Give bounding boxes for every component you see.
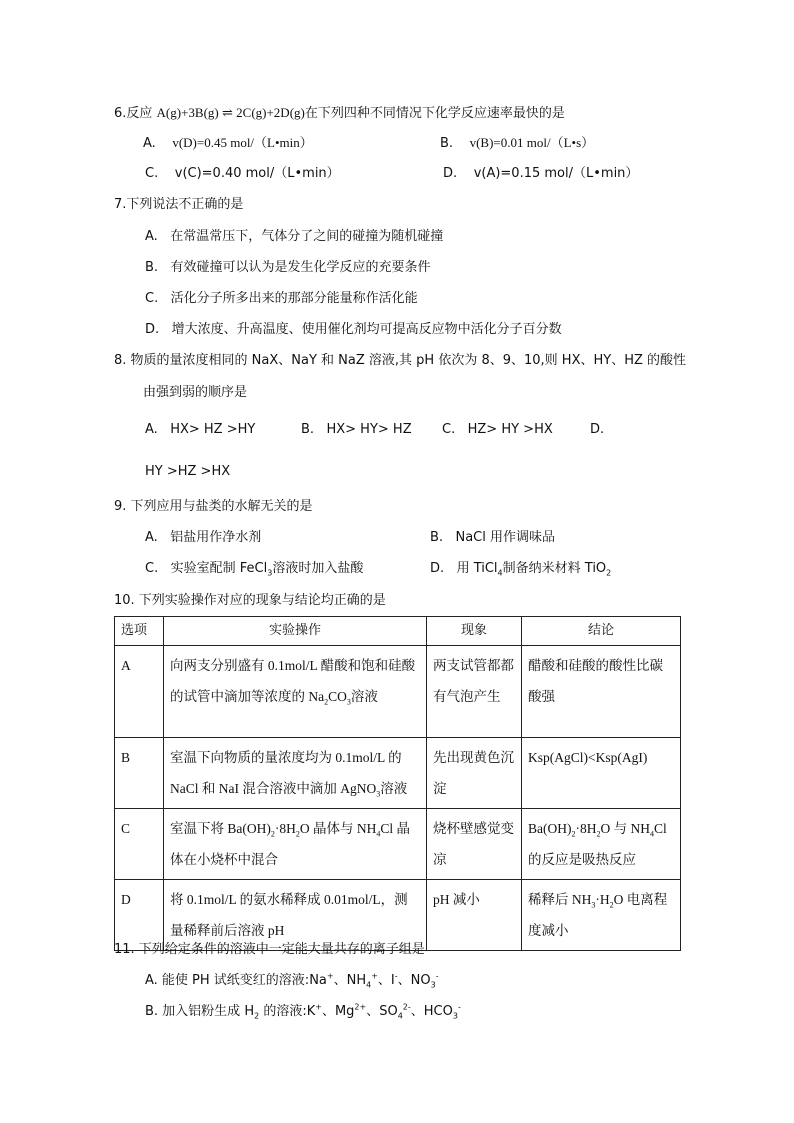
row-conclusion (522, 880, 681, 951)
cell-text: Ba(OH) (528, 821, 572, 836)
option-text: 增大浓度、升高温度、使用催化剂均可提高反应物中活化分子百分数 (171, 322, 562, 337)
subscript: 2 (571, 829, 576, 839)
row-operation (164, 738, 427, 809)
row-option: D (115, 880, 164, 951)
option-text: NaCl 用作调味品 (455, 530, 555, 545)
option-text: v(D)=0.45 mol/（L•min） (172, 135, 313, 150)
subscript: 2 (270, 829, 275, 839)
row-phenomenon: 先出现黄色沉淀 (427, 738, 522, 809)
header-operation: 实验操作 (164, 617, 427, 646)
option-text: 铝盐用作净水剂 (170, 530, 262, 545)
q7-option-a (145, 227, 443, 247)
table-row (115, 646, 681, 738)
subscript: 4 (376, 829, 381, 839)
superscript: 2+ (354, 1002, 367, 1012)
row-conclusion: Ksp(AgCl)<Ksp(AgI) (522, 738, 681, 809)
row-operation (164, 809, 427, 880)
q9-option-a (145, 528, 261, 548)
row-phenomenon: 烧杯壁感觉变凉 (427, 809, 522, 880)
option-label: C. (442, 422, 456, 437)
superscript: - (435, 971, 439, 981)
subscript: 4 (366, 980, 372, 990)
option-text: 、Mg (321, 1004, 355, 1019)
q7-stem: 7.下列说法不正确的是 (114, 197, 244, 212)
option-text: HX> HZ >HY (170, 422, 256, 437)
q10-table (114, 616, 681, 951)
superscript: 2- (402, 1002, 411, 1012)
subscript: 3 (591, 900, 596, 910)
subscript: 3 (376, 789, 381, 799)
option-label: C. (145, 291, 159, 306)
subscript: 3 (267, 568, 273, 578)
option-text: 有效碰撞可以认为是发生化学反应的充要条件 (170, 260, 431, 275)
cell-text: ·H (595, 892, 610, 907)
q6-prefix: 6.反应 (114, 106, 157, 121)
cell-text: Cl 晶体在小烧杯中混合 (170, 821, 411, 867)
option-text: 的溶液:K (259, 1004, 316, 1019)
cell-text: 溶液 (350, 689, 378, 704)
q8-option-d-text: HY >HZ >HX (145, 464, 231, 479)
subscript: 2 (254, 1011, 260, 1021)
superscript: + (371, 971, 378, 981)
q8-option-b (301, 420, 412, 440)
header-conclusion: 结论 (522, 617, 681, 646)
superscript: - (457, 1002, 461, 1012)
q6-option-a (143, 133, 313, 154)
cell-text: ·8H (575, 821, 597, 836)
option-text: 溶液时加入盐酸 (272, 561, 364, 576)
option-text: 制备纳米材料 TiO (502, 561, 607, 576)
subscript: 3 (346, 697, 351, 707)
subscript: 2 (609, 900, 614, 910)
cell-text: 溶液 (380, 781, 408, 796)
cell-text: 稀释后 NH (528, 892, 592, 907)
option-text: 实验室配制 FeCl (170, 561, 268, 576)
q11-option-b (145, 1002, 461, 1022)
option-label: B. (145, 260, 159, 275)
option-text: v(C)=0.40 mol/（L•min） (174, 166, 340, 181)
option-text: A. 能使 PH 试纸变红的溶液:Na (145, 973, 327, 988)
option-label: B. (301, 422, 315, 437)
q7-option-d (145, 320, 562, 340)
table-header-row (115, 617, 681, 646)
q9-stem: 9. 下列应用与盐类的水解无关的是 (114, 499, 313, 514)
subscript: 2 (324, 697, 329, 707)
option-label: D. (145, 322, 160, 337)
option-label: A. (145, 422, 158, 437)
subscript: 3 (452, 1011, 458, 1021)
q9-option-d (430, 559, 611, 579)
cell-text: 室温下向物质的量浓度均为 0.1mol/L 的 NaCl 和 NaI 混合溶液中滴加 AgNO (170, 750, 402, 796)
option-label: D. (443, 166, 458, 181)
option-text: 、NO (397, 973, 431, 988)
superscript: - (394, 971, 398, 981)
q8-option-c (442, 420, 553, 440)
option-text: 、I (377, 973, 395, 988)
option-text: HX> HY> HZ (326, 422, 412, 437)
q6-option-c (145, 164, 340, 184)
q11-option-a (145, 971, 439, 991)
q6-suffix: 在下列四种不同情况下化学反应速率最快的是 (304, 106, 565, 121)
option-label: A. (145, 229, 158, 244)
subscript: 2 (295, 829, 300, 839)
subscript: 3 (430, 980, 436, 990)
option-label: B. (430, 530, 444, 545)
q6-option-d (443, 164, 638, 184)
row-conclusion (522, 809, 681, 880)
option-label: A. (143, 136, 156, 151)
subscript: 2 (606, 568, 612, 578)
option-label: B. (440, 136, 454, 151)
option-text: v(B)=0.01 mol/（L•s） (469, 135, 595, 150)
q8-option-d-label: D. (590, 422, 605, 437)
cell-text: O 与 NH (600, 821, 650, 836)
cell-text: O 电离程度减小 (528, 892, 668, 938)
superscript: + (315, 1002, 322, 1012)
cell-text: 室温下将 Ba(OH) (170, 821, 271, 836)
option-text: B. 加入铝粉生成 H (145, 1004, 255, 1019)
q7-option-c (145, 289, 418, 309)
option-label: C. (145, 561, 159, 576)
row-operation (164, 646, 427, 738)
option-label: A. (145, 530, 158, 545)
cell-text: O 晶体与 NH (299, 821, 377, 836)
row-phenomenon: pH 减小 (427, 880, 522, 951)
cell-text: ·8H (274, 821, 296, 836)
cell-text: Cl 的反应是吸热反应 (528, 821, 667, 867)
cell-text: CO (328, 689, 347, 704)
q9-option-b (430, 528, 555, 548)
table-row (115, 809, 681, 880)
subscript: 2 (596, 829, 601, 839)
option-text: 、SO (366, 1004, 398, 1019)
cell-text: 向两支分别盛有 0.1mol/L 醋酸和饱和硅酸的试管中滴加等浓度的 Na (170, 658, 416, 704)
q6-reaction-equation: A(g)+3B(g) ⇌ 2C(g)+2D(g) (156, 105, 305, 120)
option-text: 、NH (333, 973, 367, 988)
option-label: D. (430, 561, 445, 576)
option-label: C. (145, 166, 159, 181)
q7-option-b (145, 258, 430, 278)
q10-stem: 10. 下列实验操作对应的现象与结论均正确的是 (114, 593, 386, 608)
row-option: A (115, 646, 164, 738)
subscript: 4 (497, 568, 503, 578)
option-text: v(A)=0.15 mol/（L•min） (473, 166, 639, 181)
q8-stem-line1: 8. 物质的量浓度相同的 NaX、NaY 和 NaZ 溶液,其 pH 依次为 8、9、10,则 HX、HY、HZ 的酸性 (114, 353, 687, 368)
q8-stem-line2: 由强到弱的顺序是 (143, 385, 248, 400)
option-text: 在常温常压下，气体分了之间的碰撞为随机碰撞 (170, 229, 444, 244)
subscript: 4 (397, 1011, 403, 1021)
option-text: 活化分子所多出来的那部分能量称作活化能 (170, 291, 418, 306)
option-text: HZ> HY >HX (467, 422, 553, 437)
row-operation: 将 0.1mol/L 的氨水稀释成 0.01mol/L，测量稀释前后溶液 pH (164, 880, 427, 951)
superscript: + (326, 971, 334, 981)
row-option: B (115, 738, 164, 809)
header-option: 选项 (115, 617, 164, 646)
q6-stem (114, 103, 565, 124)
q9-option-c (145, 559, 363, 579)
option-text: 用 TiCl (456, 561, 498, 576)
table-row (115, 738, 681, 809)
q8-option-a (145, 420, 255, 440)
header-phenomenon: 现象 (427, 617, 522, 646)
q6-option-b (440, 133, 594, 154)
q11-stem: 11. 下列给定条件的溶液中一定能大量共存的离子组是 (114, 942, 425, 957)
row-phenomenon: 两支试管都都有气泡产生 (427, 646, 522, 738)
row-conclusion: 醋酸和硅酸的酸性比碳酸强 (522, 646, 681, 738)
option-text: 、HCO (410, 1004, 453, 1019)
row-option: C (115, 809, 164, 880)
subscript: 4 (650, 829, 654, 839)
